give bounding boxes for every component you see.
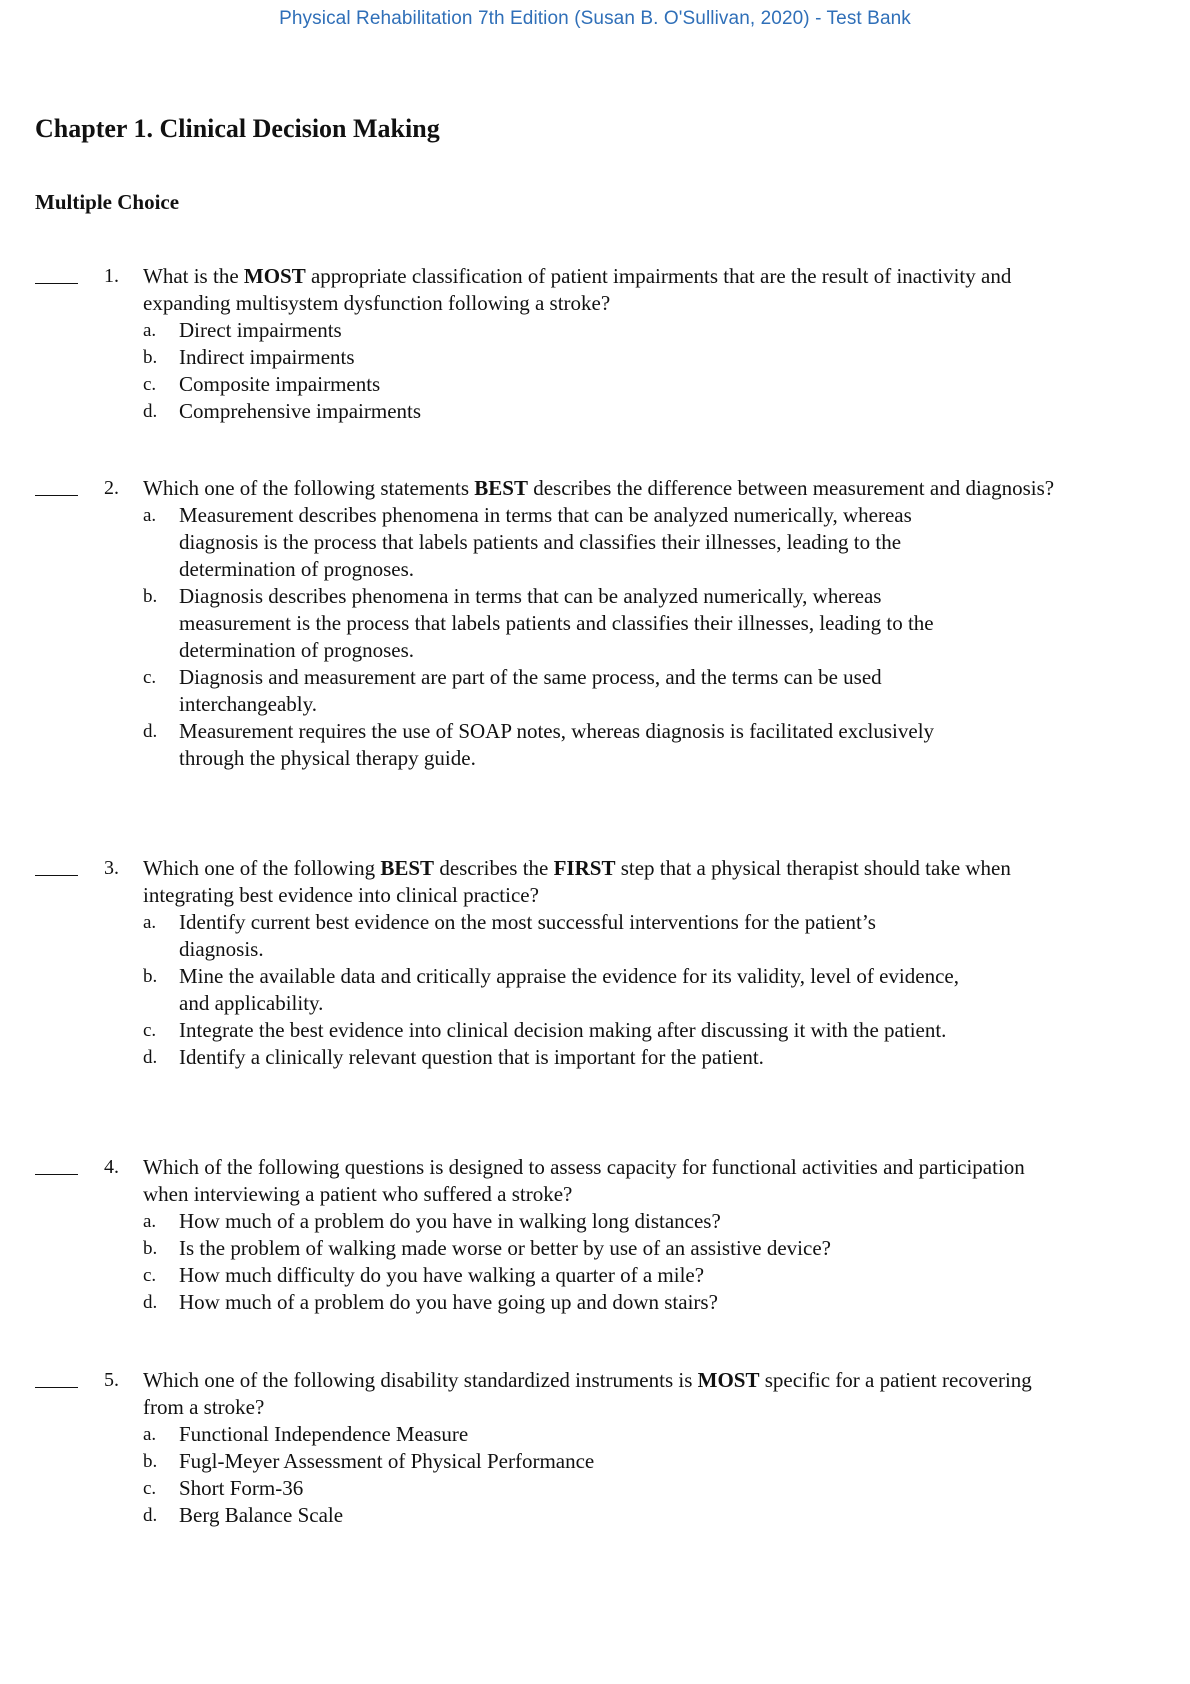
question-5	[0, 1367, 1190, 1529]
question-stem: Which of the following questions is designed to assess capacity for functional activities and participation when interviewing a patient who suffered a stroke?	[143, 1155, 1025, 1206]
option-a: a. How much of a problem do you have in walking long distances?	[143, 1209, 721, 1233]
running-header: Physical Rehabilitation 7th Edition (Susan B. O'Sullivan, 2020) - Test Bank	[279, 8, 911, 29]
option-d: d. Comprehensive impairments	[143, 399, 422, 423]
option-d: d. Berg Balance Scale	[143, 1503, 344, 1527]
answer-blank	[35, 1367, 78, 1388]
option-a: a. Direct impairments	[143, 318, 342, 342]
option-b: b. Diagnosis describes phenomena in terms that can be analyzed numerically, whereas measurement is the process that labels patients and classifies their illnesses, leading to the determination of prognoses.	[143, 584, 934, 662]
question-stem: What is the MOST appropriate classification of patient impairments that are the result of inactivity and expanding multisystem dysfunction following a stroke?	[143, 264, 1012, 315]
answer-options	[143, 317, 1190, 425]
option-c: c. Short Form-36	[143, 1476, 304, 1500]
option-c: c. Integrate the best evidence into clinical decision making after discussing it with the patient.	[143, 1018, 947, 1042]
question-number: 2.	[104, 477, 119, 499]
question-number: 4.	[104, 1156, 119, 1178]
option-b: b. Is the problem of walking made worse or better by use of an assistive device?	[143, 1236, 831, 1260]
answer-options	[143, 909, 1190, 1071]
option-b: b. Mine the available data and critically appraise the evidence for its validity, level of evidence, and applicability.	[143, 964, 959, 1015]
option-c: c. How much difficulty do you have walking a quarter of a mile?	[143, 1263, 705, 1287]
chapter-title: Chapter 1. Clinical Decision Making	[35, 114, 440, 143]
option-d: d. Identify a clinically relevant question that is important for the patient.	[143, 1045, 764, 1069]
answer-blank	[35, 1154, 78, 1175]
option-d: d. Measurement requires the use of SOAP notes, whereas diagnosis is facilitated exclusively through the physical therapy guide.	[143, 719, 935, 770]
question-number: 1.	[104, 265, 119, 287]
option-c: c. Composite impairments	[143, 372, 381, 396]
question-3	[0, 855, 1190, 1071]
answer-options	[143, 502, 1190, 772]
question-2	[0, 475, 1190, 772]
question-1	[0, 263, 1190, 425]
option-a: a. Functional Independence Measure	[143, 1422, 469, 1446]
option-a: a. Identify current best evidence on the most successful interventions for the patient’s diagnosis.	[143, 910, 876, 961]
question-number: 5.	[104, 1369, 119, 1391]
section-title: Multiple Choice	[35, 190, 180, 214]
answer-blank	[35, 475, 78, 496]
option-b: b. Fugl-Meyer Assessment of Physical Performance	[143, 1449, 595, 1473]
question-4	[0, 1154, 1190, 1316]
question-stem: Which one of the following BEST describes the FIRST step that a physical therapist should take when integrating best evidence into clinical practice?	[143, 856, 1011, 907]
question-stem: Which one of the following disability standardized instruments is MOST specific for a patient recovering from a stroke?	[143, 1368, 1032, 1419]
answer-blank	[35, 263, 78, 284]
option-b: b. Indirect impairments	[143, 345, 355, 369]
question-number: 3.	[104, 857, 119, 879]
option-d: d. How much of a problem do you have going up and down stairs?	[143, 1290, 718, 1314]
answer-options	[143, 1421, 1190, 1529]
option-c: c. Diagnosis and measurement are part of the same process, and the terms can be used interchangeably.	[143, 665, 882, 716]
answer-blank	[35, 855, 78, 876]
option-a: a. Measurement describes phenomena in terms that can be analyzed numerically, whereas diagnosis is the process that labels patients and classifies their illnesses, leading to the determination of prognoses.	[143, 503, 912, 581]
answer-options	[143, 1208, 1190, 1316]
question-stem: Which one of the following statements BEST describes the difference between measurement and diagnosis?	[143, 476, 1055, 500]
